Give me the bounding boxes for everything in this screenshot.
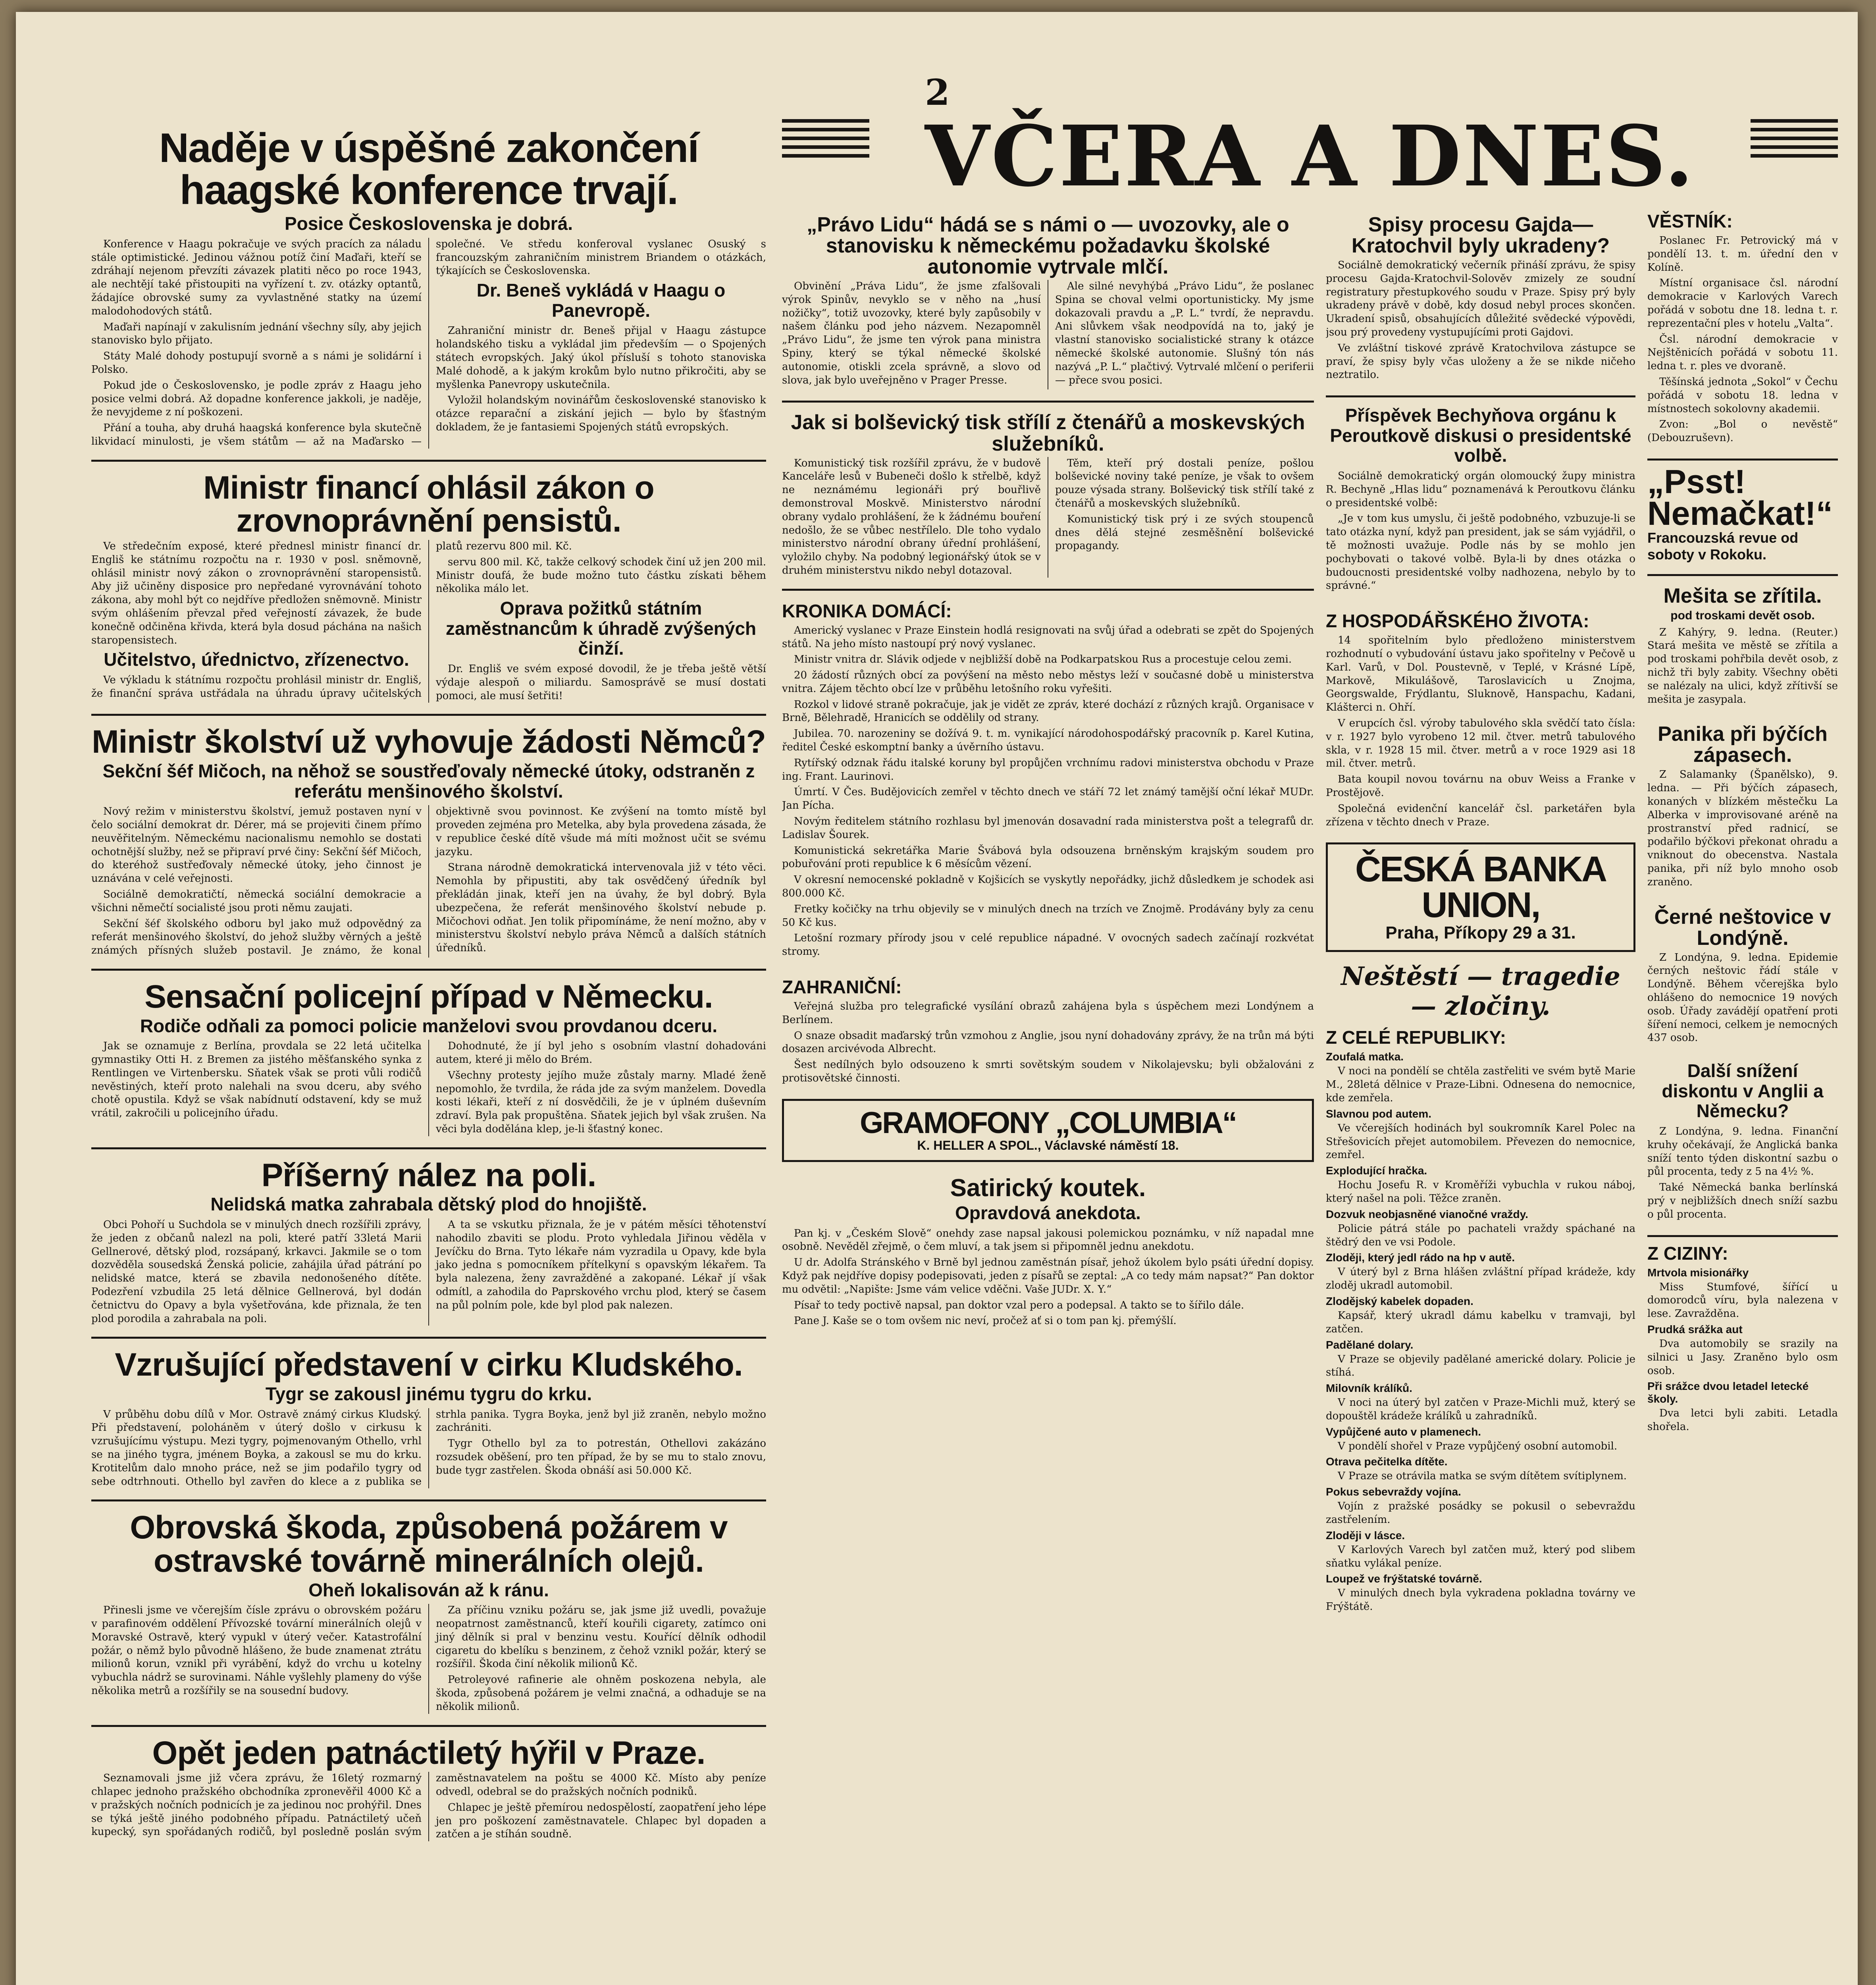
headline: Černé neštovice v Londýně. [1654,905,1831,950]
paragraph: Z Salamanky (Španělsko), 9. ledna. — Při býčích zápasech, konaných v blízkém městečku La Alberka v improvisované aréně na prostranství před radnicí, se podařilo býčkovi překonat ohradu a vniknout do obecenstva. Nastala panika, při níž bylo mnoho osob zraněno. [1647,769,1838,888]
paragraph: Strana národně demokratická intervenovala již v této věci. Nemohla by připustiti, aby tak osvědčený úředník byl překládán jinak, kteří jen na úvahy, že byl dobrý. Byla ubezpečena, že referát menšinového školství nebude p. Mičochovi odňat. Jen tolik připomínáme, že není možno, aby v ministerstvu školství nebylo práva Němců a dalších státních úředníků. [436,861,766,954]
paragraph: 20 žádostí různých obcí za povýšení na město nebo městys leží v současné době u ministerstva vnitra. Zájem těchto obcí lze v průběhu letošního roku vyřešiti. [782,669,1314,695]
newspaper-page [16,12,1858,1985]
section-title: ZAHRANIČNÍ: [782,977,902,998]
article-sensace [91,976,766,1136]
divider [1647,459,1838,461]
divider [1326,395,1635,397]
ad-psst [1647,466,1838,563]
cizina-items [1647,1266,1838,1434]
headline: Mešita se zřítila. [1663,584,1822,607]
paragraph: Rozkol v lidové straně pokračuje, jak je vidět ze zpráv, které dochází z různých krajů. Organisace v Brně, Bělehradě, Hranicích se oddělily od strany. [782,698,1314,724]
article-panika [1647,720,1838,891]
paragraph: Také Německá banka berlínská prý v nejbližších dnech sníží sazbu o půl procenta. [1647,1181,1838,1220]
item-title: Vypůjčené auto v plamenech. [1326,1425,1481,1438]
headline: Satirický koutek. [950,1174,1146,1202]
paragraph: Americký vyslanec v Praze Einstein hodlá resignovati na svůj úřad a odebrati se zpět do Spojených států. Na jeho místo nastoupí prý nový vyslanec. [782,624,1314,650]
article-patnacty [91,1733,766,1842]
paragraph: Z Londýna, 9. ledna. Epidemie černých neštovic řádí stále v Londýně. Během včerejška bylo ohlášeno do nemocnice 19 nových osob. Úřady zavádějí opatření proti šíření nemoci, celkem je nemocných 437 osob. [1647,951,1838,1044]
item-title: Zlodějský kabelek dopaden. [1326,1295,1473,1307]
headline: Panika při býčích zápasech. [1658,723,1828,767]
paragraph: Poslanec Fr. Petrovický má v pondělí 13. t. m. úřední den v Kolíně. [1647,235,1838,274]
item-text: Dva automobily se srazily na silnici u Jasy. Zraněno bylo osm osob. [1647,1337,1838,1377]
article-nestovice [1647,903,1838,1048]
paragraph: Rytířský odznak řádu italské koruny byl propůjčen vrchnímu radovi ministerstva obchodu v Praze ing. Frant. Laurinovi. [782,757,1314,782]
divider [1647,574,1838,576]
item-text: V noci na pondělí se chtěla zastřeliti ve svém bytě Marie M., 28letá dělnice v Praze-Libni. Odnesena do nemocnice, kde zemřela. [1326,1065,1635,1104]
article-body [91,1772,766,1841]
headline: Obrovská škoda, způsobená požárem v ostravské továrně minerálních olejů. [130,1509,728,1579]
headline: Spisy procesu Gajda—Kratochvil byly ukradeny? [1351,213,1610,258]
paragraph: Státy Malé dohody postupují svorně a s námi je solidární i Polsko. [91,350,422,376]
paragraph: Ministr vnitra dr. Slávik odjede v nejbližší době na Podkarpatskou Rus a procestuje celou zemi. [794,653,1292,666]
paragraph: V průběhu dobu dílů v Mor. Ostravě známý cirkus Kludský. Při představení, poloháněm v úterý došlo v cirkusu k vzrušujícímu výstupu. Mezi tygry, pojmenovaným Othello, vrhl se na jiného tygra, jménem Boyka, a zakousl se mu do krku. Krotitelům dalo mnoho práce, než se jim podařilo tygry od sebe odtrhnouti. Othello byl zavřen do klece a z publika se strhla panika. Tygra Boyka, jenž byl již zraněn, nebylo možno zachrániti. [91,1408,766,1488]
column-right [1647,210,1838,1985]
subhead: Oheň lokalisován až k ránu. [308,1579,549,1600]
paragraph: Těšínská jednota „Sokol“ v Čechu pořádá v sobotu 18. ledna v místnostech sokolovny akademii. [1647,376,1838,415]
masthead-wrap [782,107,1838,209]
page-number: 2 [925,71,950,114]
section-zahranicni [782,972,1314,1088]
paragraph: Zvon: „Bol o nevěstě“ (Debouzruševn). [1647,418,1838,444]
paragraph: Komunistický tisk prý i ze svých stoupenců dnes dělá stejné zesměšnění bolševické propagandy. [1055,513,1314,552]
ad-title: ČESKÁ BANKA UNION, [1355,850,1606,925]
headline: Vzrušující představení v cirku Kludského. [115,1347,743,1383]
article-body [91,1040,766,1136]
article-body [782,280,1314,389]
ad-ceska-banka-union [1326,842,1635,952]
divider [91,460,766,462]
paragraph: Pokud jde o Československo, je podle zpráv z Haagu jeho posice velmi dobrá. Až dopadne konference jakkoli, je naděje, že nevyjdeme z ní poškozeni. [91,379,422,418]
article-gajda [1326,210,1635,384]
headline: Další snížení diskontu v Anglii a Německu? [1662,1060,1824,1122]
headline: Sensační policejní případ v Německu. [144,979,713,1015]
ad-address: K. HELLER A SPOL., Václavské náměstí 18. [917,1138,1179,1152]
article-bechyne [1326,403,1635,595]
paragraph: A ta se vskutku přiznala, že je v pátém měsíci těhotenství nahodilo zbaviti se plodu. Proto vyhledala Jiřinou věděla v Jevíčku do Brna. Tyto lékaře nám vyzradila u Opavy, kde byla jako jedna s pomocníkem přítelkyní s opavským lékařem. Ta byla nalezena, ženy zavražděné a zakopané. Lékař jí však odmítl, a zahodila do Paprskového vrchu plod, který se časem na půl polním pole, kde byl plod pak nalezen. [436,1219,766,1311]
article-body [91,1218,766,1326]
paragraph: Přinesli jsme ve včerejším čísle zprávu o obrovském požáru v parafinovém oddělení Přívozské tovární minerálních olejů v Moravské Ostravě, který vypukl v úterý večer. Katastrofální požár, o němž bylo původně hlášeno, že bude znamenat ztrátu milionů korun, vznikl při vyrábění, když do vrchu u kotelny vybuchla nádrž se surovinami. Náhle vyšlehly plameny do výše několika metrů a rozšířily se na sousední budovy. [91,1604,422,1697]
section-hospodarske [1326,606,1635,831]
vestnik-title: VĚSTNÍK: [1647,211,1733,231]
item-title: Při srážce dvou letadel letecké školy. [1647,1380,1809,1405]
headline: Jak si bolševický tisk střílí z čtenářů a moskevských služebníků. [791,411,1305,455]
paragraph: Seznamovali jsme již včera zprávu, že 16letý rozmarný chlapec jednoho pražského obchodníka zpronevěřil 4000 Kč a v pražských nočních podnicích je za jedinou noc prohýřil. Dnes se týká ještě jiného podobného případu. Patnáctiletý učeň kupecký, syn spořádaných rodičů, byl posledně poslán svým zaměstnavatelem na poštu se 4000 Kč. Místo aby peníze odvedl, odebral se do pražských nočních podniků. [91,1772,766,1838]
paragraph: Sociálně demokratičtí, německá sociální demokracie a všichni němečtí socialisté jsou proti němu zaujati. [91,888,422,914]
section-title: Z CIZINY: [1647,1243,1728,1264]
item-text: Hochu Josefu R. v Kroměříži vybuchla v rukou náboj, který našel na poli. Těžce zraněn. [1326,1179,1635,1204]
paragraph: servu 800 mil. Kč, takže celkový schodek činí už jen 200 mil. Ministr doufá, že bude možno tuto částku získati během několika málo let. [436,556,766,595]
divider [91,1147,766,1149]
paragraph: Sociálně demokratický večerník přináší zprávu, že spisy procesu Gajda-Kratochvil-Solověv zmizely ze soudní registratury přestupkového soudu v Praze. Spisy prý byly ukradeny právě v době, kdy dosud nebyl proces skončen. Ukradení spisů, obsahujících důležité svědecké výpovědi, jsou prý provedeny vystupujícími proti Gajdovi. [1326,259,1635,339]
divider [782,589,1314,591]
item-title: Pokus sebevraždy vojína. [1326,1486,1461,1498]
paragraph: Zahraniční ministr dr. Beneš přijal v Haagu zástupce holandského tisku a vykládal jim především — o Spojených státech evropských. Jaký úkol přísluší s tohoto stanoviska Malé dohodě, a k jakým krokům bylo nutno přikročiti, aby se myšlenka Panevropy uskutečnila. [436,325,766,391]
subhead: Posice Československa je dobrá. [284,213,573,234]
paragraph: „Je v tom kus umyslu, či ještě podobného, vzbuzuje-li se tato otázka nyní, když pan president, jak se sám vyjádřil, o tě možnosti uvažuje. Podle nás by se mohlo jen pochybovati o takové volbě. Byla-li by dnes otázka o budoucnosti presidentské volby nadhozena, nebylo by to správné.“ [1326,513,1635,592]
item-title: Slavnou pod autem. [1326,1107,1432,1120]
article-pensist [91,467,766,703]
article-satiricky [782,1172,1314,1330]
subhead: Oprava požitků státním zaměstnancům k úhradě zvýšených činží. [445,598,757,659]
section-title: Z CELÉ REPUBLIKY: [1326,1027,1506,1048]
headline: Příšerný nález na poli. [261,1157,596,1193]
headline: Ministr školství už vyhovuje žádosti Němců? [92,724,766,760]
item-text: Vojín z pražské posádky se pokusil o sebevraždu zastřelením. [1326,1500,1635,1526]
item-text: Dva letci byli zabiti. Letadla shořela. [1647,1407,1838,1433]
subhead: Dr. Beneš vykládá v Haagu o Panevropě. [476,280,726,321]
item-title: Zoufalá matka. [1326,1050,1404,1063]
article-mesita [1647,582,1838,709]
item-title: Loupež ve frýštatské továrně. [1326,1573,1482,1585]
section-title: Z HOSPODÁŘSKÉHO ŽIVOTA: [1326,611,1589,632]
paragraph: Ve středečním exposé, které přednesl ministr financí dr. Engliš ke státnímu rozpočtu na r. 1930 v posl. sněmovně, ohlásil ministr nový zákon o zrovnoprávnění staropensistů. Aby již učiněny disposice pro nepředané vyrovnávání tohoto zákona, aby mohl být co nejdříve předložen sněmovně. Ministr svým ohlášením převzal před veřejností závazek, že bude konečně odčiněna křivda, která byla dosud páchána na našich staropensistech. [91,540,422,646]
ad-address: Praha, Příkopy 29 a 31. [1385,923,1576,943]
masthead-title: VČERA A DNES. [925,107,1695,205]
paragraph: Ve zvláštní tiskové zprávě Kratochvilova zástupce se praví, že spisy byly včas uloženy a že se nikde ničeho neztratilo. [1326,342,1635,381]
divider [91,1499,766,1501]
item-title: Otrava pečitelka dítěte. [1326,1455,1448,1468]
article-body [91,1604,766,1713]
section-title: KRONIKA DOMÁCÍ: [782,600,952,621]
paragraph: Těm, kteří prý dostali peníze, pošlou bolševické noviny také peníze, je však to ovšem pouze výsada strany. Bolševický tisk střílí také z čtenářů a moskevských služebníků. [1055,457,1314,509]
paragraph: Pane J. Kaše se o tom ovšem nic neví, pročež ať si o tom pan kj. přemýšlí. [794,1315,1177,1327]
paragraph: Veřejná služba pro telegrafické vysílání obrazů zahájena byla s úspěchem mezi Londýnem a Berlínem. [782,1000,1314,1026]
nestesti-items [1326,1050,1635,1614]
item-text: V noci na úterý byl zatčen v Praze-Michli muž, který se dopouštěl krádeže králíků u zahradníků. [1326,1397,1635,1422]
paragraph: Místní organisace čsl. národní demokracie v Karlových Varech pořádá v sobotu dne 18. ledna t. r. reprezentační ples v hotelu „Valta“. [1647,277,1838,330]
paragraph: V okresní nemocenské pokladně v Kojšicích se vyskytly nepořádky, jichž důsledkem je schodek asi 800.000 Kč. [782,874,1314,900]
paragraph: 14 spořitelním bylo předloženo ministerstvem rozhodnutí o vybudování ústavu jako spořitelny v Pečově u Karl. Varů, v Dol. Poustevně, v Teplé, v Krásné Lípě, Markově, Mikulášově, Taroslavicích u Znojma, Georgswalde, Frýdlantu, Sluknově, Hanspachu, Kadani, Klášterci n. Ohří. [1326,634,1635,714]
paragraph: Komunistická sekretářka Marie Švábová byla odsouzena brněnským krajským soudem pro pobuřování proti republice k 6 měsícům vězení. [782,844,1314,870]
article-nalez [91,1155,766,1326]
paragraph: Dr. Engliš ve svém exposé dovodil, že je třeba ještě větší výdaje alespoň o miliardu. Samosprávě se musí dostati pomoci, ale musí šetřiti! [436,663,766,702]
paragraph: Za příčinu vzniku požáru se, jak jsme již uvedli, považuje neopatrnost zaměstnanců, kteří kouřili cigarety, zatímco oni jiný dělník si pral v benzinu vestu. Kouřící dělník odhodil cigaretu do kbelíku s benzinem, z čehož vznikl požár, který se rozšířil. Škoda činí několik milionů Kč. [436,1604,766,1670]
article-obrovska [91,1507,766,1713]
item-text: Ve včerejších hodinách byl soukromník Karel Polec na Střešovicích přejet automobilem. Převezen do nemocnice, zemřel. [1326,1122,1635,1161]
section-kronika [782,596,1314,961]
paragraph: Sekční šéf školského odboru byl jako muž odpovědný za referát menšinového školství, do jehož služby věrných a ještě známých přísných služeb postavil. Je známo, že konal objektivně svou povinnost. Ke zvýšení na tomto místě byl proveden zejména pro Metelka, aby byla provedena zásada, že v republice české dítě všude má míti možnost učit se svému jazyku. [91,806,766,957]
vestnik [1647,210,1838,447]
paragraph: U dr. Adolfa Stránského v Brně byl jednou zaměstnán písař, jehož úkolem bylo psáti úřední dopisy. Když pak nejdříve dopisy podepisovati, jeden z písařů se zeptal: „A co tedy mám napsat?“ Pan doktor mu odvětil: „Napište: Jsme vám velice vděčni. Vaše JUDr. X. Y.“ [782,1257,1314,1295]
paragraph: Čsl. národní demokracie v Nejštěnicích pořádá v sobotu 11. ledna t. r. ples ve dvoraně. [1647,333,1838,372]
headline: Opět jeden patnáctiletý hýřil v Praze. [152,1734,705,1771]
item-title: Zloději v lásce. [1326,1529,1405,1542]
ad-title: „Psst! Nemačkat!“ [1647,466,1833,532]
headline: „Právo Lidu“ hádá se s námi o — uvozovky, ale o stanovisku k německému požadavku školské autonomie vytrvale mlčí. [807,213,1289,279]
divider [782,401,1314,403]
article-bolsevicky [782,408,1314,577]
ad-subtitle: Francouzská revue od soboty v Rokoku. [1647,529,1799,563]
column-right-center [1326,210,1635,1985]
paragraph: Ale silné nevyhýbá „Právo Lidu“, že poslanec Spina se choval velmi oportunisticky. My jsme dokazovali pravdu a „P. L.“ tvrdí, že nepravdu. Ani slůvkem však neodpovídá na to, jaký je vlastní stanovisko socialistické strany k otázce německé školské autonomie. Slušný tón nás nazývá „P. L.“ plačtivý. Vytrvalé mlčení o periferii — přece svou posici. [1055,280,1314,386]
paragraph: Všechny protesty jejího muže zůstaly marny. Mladé ženě nepomohlo, že tvrdila, že ráda jde za svým manželem. Dovedla kosti lékaři, kteří z ní dosvědčili, že je v úplném duševním zdraví. Byla pak propuštěna. Sňatek jejich byl však zrušen. Na věci byla dodělána klep, je-li šťastný konec. [436,1069,766,1135]
item-title: Milovník králíků. [1326,1382,1412,1395]
paragraph: Konference v Haagu pokračuje ve svých pracích za náladu stále optimistické. Jedinou vážnou potíž činí Maďaři, kteří se zdráhají nejenom převzíti závazek platiti něco po roce 1943, ale nechtějí také přistoupiti na vyřízení t. zv. otázky optantů, žádajíce obrovské sumy za vyvlastněné statky na území malodohodových států. [91,238,422,317]
paragraph: Obvinění „Práva Lidu“, že jsme zfalšovali výrok Spinův, nevyklo se v něho na „husí nožičky“, totiž uvozovky, které byly zapůsobily v našem článku pod jeho názvem. Nezapomněl „Právo Lidu“, že jsme ten výrok pana ministra Spiny, který se týkal německé školské autonomie, otiskli zcela správně, a slovo od slova, jak bylo uveřejněno v Prager Presse. [782,280,1041,386]
headline: Ministr financí ohlásil zákon o zrovnoprávnění pensistů. [203,469,654,539]
nestesti-headline: Neštěstí — tragedie — zločiny. [1341,962,1620,1021]
paragraph: Komunistický tisk rozšířil zprávu, že v budově Kanceláře lesů v Bubeneči došlo k střelbě, když ne neznámému legionáři prý bouřlivě demonstroval Moskvě. Ministerstvo národní obrany vydalo prohlášení, že k žádnému bouření nedošlo, že se vůbec nestřílelo. Dle toho vydalo ministerstvo národní obrany úřední prohlášení, vyložilo chyby. Na podobný legionářský útok se v druhém ministerstvu nikdo nebyl dotazoval. [782,457,1041,576]
article-haag [91,123,766,449]
ad-title: GRAMOFONY „COLUMBIA“ [860,1106,1236,1140]
article-pravo-lidu [782,210,1314,389]
paragraph: Úmrtí. V Čes. Budějovicích zemřel v těchto dnech ve stáří 72 let známý tamější oční lékař MUDr. Jan Pícha. [782,786,1314,812]
subhead: Sekční šéf Mičoch, na něhož se soustřeďovaly německé útoky, odstraněn z referátu menšinového školství. [102,761,755,802]
item-text: Policie pátrá stále po pachateli vraždy spáchané na štědrý den ve vsi Podole. [1326,1222,1635,1248]
paragraph: Šest nedílných bylo odsouzeno k smrti sovětským soudem v Nikolajevsku; byli obžalováni z protisovětské činnosti. [782,1059,1314,1085]
item-text: Kapsář, který ukradl dámu kabelku v tramvaji, byl zatčen. [1326,1309,1635,1335]
paragraph: O snaze obsadit maďarský trůn vzmohou z Anglie, jsou nyní dohadovány zprávy, že na trůn má býti dosazen arcivévoda Albrecht. [782,1029,1314,1055]
article-body [91,1408,766,1489]
divider [91,1337,766,1339]
article-skolstvi [91,721,766,958]
paragraph: Písař to tedy poctivě napsal, pan doktor vzal pero a podepsal. A takto se to šířilo dále. [794,1299,1244,1311]
paragraph: Společná evidenční kancelář čsl. parketářen byla zřízena v těchto dnech v Praze. [1326,802,1635,828]
paragraph: Petroleyové rafinerie ale ohněm poskozena nebyla, ale škoda, způsobená požárem je velmi značná, a odhaduje se na několik milionů. [436,1674,766,1713]
item-text: V pondělí shořel v Praze vypůjčený osobní automobil. [1338,1440,1618,1452]
paragraph: Obci Pohoří u Suchdola se v minulých dnech rozšířili zprávy, že jeden z občanů nalezl na poli, které patří 33letá Marii Gellnerové, dětský plod, rozsápaný, krkavci. Jakmile se o tom dozvěděla sousedská Ženská policie, zahájila úřad pátrání po nelidské matce, která se zbavila nedonošeného dítěte. Podezření vzbudila 25 letá dělnice Gellnerová, byl dodán četnictvu do Opavy a byla vyšetřována, kde přiznala, že ten plod porodila a zahrabala na poli. [91,1219,422,1325]
item-title: Explodující hračka. [1326,1164,1427,1177]
divider [1647,1235,1838,1237]
item-title: Dozvuk neobjasněné vianočné vraždy. [1326,1208,1528,1220]
divider [91,714,766,716]
paragraph: Jak se oznamuje z Berlína, provdala se 22 letá učitelka gymnastiky Otti H. z Bremen za jistého měšťanského synka z Rentlingen ve Virtenbersku. Sňatek však se proti vůli rodičů nevěstiných, kteří proto nalehali na svou dceru, aby svého chotě opustila. Když se však nabídnutí odstavení, kdy se muž vrátil, zakročili u policejního úřadu. [91,1040,422,1120]
article-body [91,540,766,703]
item-text: V Praze se otrávila matka se svým dítětem svítiplynem. [1338,1470,1627,1482]
paragraph: Přání a touha, aby druhá haagská konference byla skutečně likvidací minulosti, je všem státům — až na Maďarsko — společné. Ve středu konferoval vyslanec Osuský s francouzským zahraničním ministrem Briandem o otázkách, týkajících se Československa. [91,238,766,447]
item-text: Miss Stumfové, šířící u domorodců víru, byla nalezena v lese. Zavražděna. [1647,1281,1838,1320]
article-body [91,805,766,958]
item-title: Prudká srážka aut [1647,1323,1743,1336]
subhead: Nelidská matka zahrabala dětský plod do hnojiště. [210,1194,647,1215]
item-title: Mrtvola misionářky [1647,1266,1749,1279]
paragraph: Bata koupil novou továrnu na obuv Weiss a Franke v Prostějově. [1326,773,1635,799]
paragraph: Vyložil holandským novinářům československé stanovisko k otázce reparační a ziskání jejich — bylo by šťastným dokladem, že je fantasiemi Spojených států evropských. [436,394,766,433]
divider [91,969,766,971]
paragraph: Dohodnuté, že jí byl jeho s osobním vlastní dohadováni autem, které ji mělo do Brém. [436,1040,766,1066]
paragraph: Ve výkladu k státnímu rozpočtu prohlásil ministr dr. Engliš, že finanční správa ustřádala na úhradu úpravy učitelských platů rezervu 800 mil. Kč. [91,540,572,700]
ad-columbia [782,1099,1314,1162]
paragraph: Z Kahýry, 9. ledna. (Reuter.) Stará mešita ve městě se zřítila a pod troskami pohřbila devět osob, z nichž tři byly zabity. Všechny oběti se nalézaly na ulici, když zřítivší se mešita je zasypala. [1647,626,1838,705]
subhead: Učitelstvo, úřednictvo, zřízenectvo. [104,649,409,670]
headline: Příspěvek Bechyňova orgánu k Peroutkově diskusi o presidentské volbě. [1330,405,1631,466]
article-cirkus [91,1344,766,1488]
subhead: pod troskami devět osob. [1670,609,1815,622]
subhead: Tygr se zakousl jinému tygru do krku. [265,1384,592,1405]
article-body [782,457,1314,578]
column-left [91,123,766,1985]
paragraph: V erupcích čsl. výroby tabulového skla svědčí tato čísla: v r. 1927 bylo vyrobeno 12 mil. čtver. metrů tabulového skla, v r. 1928 15 mil. čtver. metrů a v roce 1929 asi 18 mil. čtver. metrů. [1326,717,1635,770]
paragraph: Maďaři napínají v zakulisním jednání všechny síly, aby jejich stanovisko bylo přijato. [91,321,422,347]
item-text: V úterý byl z Brna hlášen zvláštní případ krádeže, kdy zloděj ukradl automobil. [1326,1266,1635,1292]
subhead: Opravdová anekdota. [955,1203,1141,1224]
article-body [91,238,766,449]
item-text: V Karlových Varech byl zatčen muž, který pod slibem sňatku vylákal peníze. [1326,1544,1635,1569]
paragraph: Nový režim v ministerstvu školství, jemuž postaven nyní v čelo sociální demokrat dr. Dérer, má se projeviti činem přímo neuvěřitelným. Německému nacionalismu nemohlo se dostati ochotnější služby, než se připraví prvé činy: Sekční šéf Mičoch, do kteréhož sustřeďovaly německé útoky, jeho činnost je uznávána v celé veřejnosti. [91,806,422,885]
item-title: Zloději, který jedl rádo na hp v autě. [1326,1251,1515,1264]
paragraph: Novým ředitelem státního rozhlasu byl jmenován dosavadní rada ministerstva pošt a telegrafů dr. Ladislav Šourek. [782,815,1314,841]
paragraph: Jubilea. 70. narozeniny se dožívá 9. t. m. vynikající národohospodářský pracovník p. Karel Kutina, ředitel České eskomptní banky a úvěrního ústavu. [782,728,1314,754]
paragraph: Letošní rozmary přírody jsou v celé republice nápadné. V ovocných sadech začínají rozkvétat stromy. [782,932,1314,958]
paragraph: Z Londýna, 9. ledna. Finanční kruhy očekávají, že Anglická banka sníží tento týden diskontní sazbu o půl procenta, tedy z 5 na 4½ %. [1647,1125,1838,1178]
paragraph: Tygr Othello byl za to potrestán, Othellovi zakázáno rozsudek oběšení, pro ten případ, že by se mu to stalo znovu, bude tygr zastřelen. Škoda obnáší asi 50.000 Kč. [436,1438,766,1476]
item-text: V Praze se objevily padělané americké dolary. Policie je stíhá. [1326,1353,1635,1379]
item-text: V minulých dnech byla vykradena pokladna továrny ve Frýštátě. [1326,1587,1635,1613]
paragraph: Fretky kočičky na trhu objevily se v minulých dnech na trzích ve Znojmě. Prodávány byly za cenu 50 Kč kus. [782,903,1314,929]
article-diskont [1647,1058,1838,1224]
divider [91,1725,766,1727]
subhead: Rodiče odňali za pomoci policie manželovi svou provdanou dceru. [140,1015,718,1036]
masthead [782,107,1838,205]
item-title: Padělané dolary. [1326,1338,1414,1351]
paragraph: Sociálně demokratický orgán olomoucký župy ministra R. Bechyně „Hlas lidu“ poznamenává k Peroutkovu článku o presidentské volbě: [1326,470,1635,509]
paragraph: Chlapec je ještě přemírou nedospělostí, zaopatření jeho lépe jen pro poškození zaměstnavatele. Chlapec byl dopaden a zatčen a je stíhán soudně. [436,1801,766,1840]
column-middle [782,210,1314,1985]
headline: Naděje v úspěšné zakončení haagské konference trvají. [159,125,699,214]
paragraph: Pan kj. v „Českém Slově“ onehdy zase napsal jakousi polemickou poznámku, v níž napadal mne osobně. Nevěděl zřejmě, o čem mluví, a tak jsem si připomněl jednu anekdotu. [782,1227,1314,1253]
